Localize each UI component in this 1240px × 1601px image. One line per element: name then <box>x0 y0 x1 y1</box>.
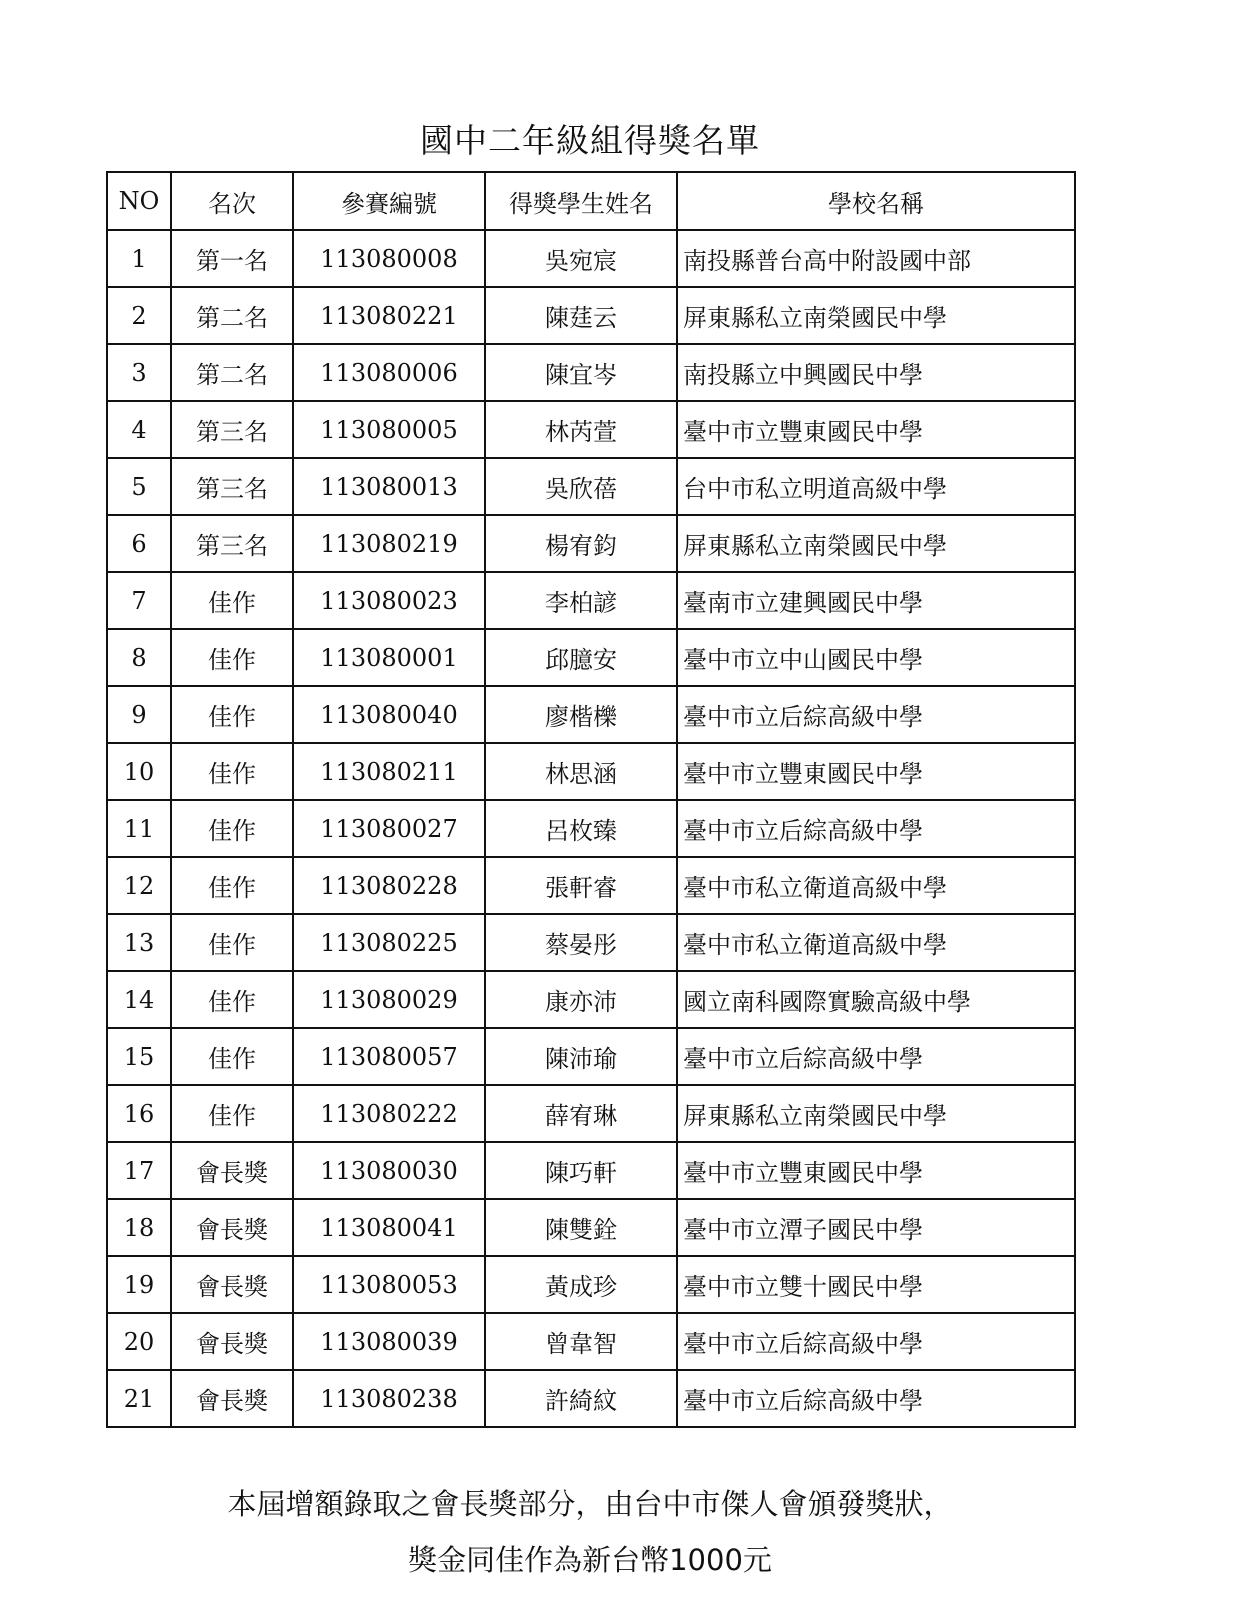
cell-rank: 佳作 <box>171 914 293 971</box>
cell-no: 21 <box>107 1370 171 1427</box>
cell-no: 6 <box>107 515 171 572</box>
cell-student-name: 蔡晏彤 <box>485 914 677 971</box>
cell-entry-number: 113080238 <box>293 1370 485 1427</box>
cell-rank: 佳作 <box>171 1085 293 1142</box>
cell-student-name: 林芮萱 <box>485 401 677 458</box>
cell-rank: 佳作 <box>171 971 293 1028</box>
table-row <box>107 1199 1075 1256</box>
table-row <box>107 572 1075 629</box>
cell-entry-number: 113080211 <box>293 743 485 800</box>
table-row <box>107 914 1075 971</box>
cell-student-name: 曾韋智 <box>485 1313 677 1370</box>
cell-school-name: 南投縣普台高中附設國中部 <box>677 230 1075 287</box>
cell-no: 16 <box>107 1085 171 1142</box>
cell-school-name: 國立南科國際實驗高級中學 <box>677 971 1075 1028</box>
cell-entry-number: 113080001 <box>293 629 485 686</box>
table-row <box>107 1313 1075 1370</box>
cell-no: 3 <box>107 344 171 401</box>
table-row <box>107 1028 1075 1085</box>
cell-student-name: 陳宜岑 <box>485 344 677 401</box>
table-body <box>107 230 1075 1427</box>
cell-school-name: 臺中市立后綜高級中學 <box>677 686 1075 743</box>
cell-no: 10 <box>107 743 171 800</box>
cell-entry-number: 113080221 <box>293 287 485 344</box>
cell-entry-number: 113080005 <box>293 401 485 458</box>
cell-school-name: 臺中市立后綜高級中學 <box>677 1028 1075 1085</box>
cell-school-name: 臺中市立潭子國民中學 <box>677 1199 1075 1256</box>
table-row <box>107 686 1075 743</box>
cell-school-name: 南投縣立中興國民中學 <box>677 344 1075 401</box>
cell-school-name: 臺中市立豐東國民中學 <box>677 743 1075 800</box>
cell-no: 20 <box>107 1313 171 1370</box>
cell-rank: 佳作 <box>171 686 293 743</box>
cell-entry-number: 113080039 <box>293 1313 485 1370</box>
cell-entry-number: 113080029 <box>293 971 485 1028</box>
cell-student-name: 楊宥鈞 <box>485 515 677 572</box>
cell-school-name: 臺中市立后綜高級中學 <box>677 1370 1075 1427</box>
cell-no: 18 <box>107 1199 171 1256</box>
header-rank: 名次 <box>171 172 293 230</box>
table-row <box>107 1142 1075 1199</box>
cell-no: 9 <box>107 686 171 743</box>
cell-no: 15 <box>107 1028 171 1085</box>
cell-entry-number: 113080228 <box>293 857 485 914</box>
cell-entry-number: 113080027 <box>293 800 485 857</box>
table-row <box>107 230 1075 287</box>
cell-no: 11 <box>107 800 171 857</box>
table-row <box>107 458 1075 515</box>
cell-student-name: 邱臆安 <box>485 629 677 686</box>
cell-rank: 第三名 <box>171 401 293 458</box>
cell-school-name: 台中市私立明道高級中學 <box>677 458 1075 515</box>
table-row <box>107 287 1075 344</box>
cell-school-name: 屏東縣私立南榮國民中學 <box>677 287 1075 344</box>
cell-student-name: 吳宛宸 <box>485 230 677 287</box>
cell-no: 5 <box>107 458 171 515</box>
cell-entry-number: 113080219 <box>293 515 485 572</box>
cell-student-name: 林思涵 <box>485 743 677 800</box>
cell-no: 7 <box>107 572 171 629</box>
cell-entry-number: 113080040 <box>293 686 485 743</box>
cell-student-name: 廖楷櫟 <box>485 686 677 743</box>
cell-student-name: 薛宥琳 <box>485 1085 677 1142</box>
cell-school-name: 屏東縣私立南榮國民中學 <box>677 1085 1075 1142</box>
cell-no: 8 <box>107 629 171 686</box>
cell-student-name: 陳巧軒 <box>485 1142 677 1199</box>
awards-table <box>106 171 1076 1428</box>
cell-no: 14 <box>107 971 171 1028</box>
cell-school-name: 屏東縣私立南榮國民中學 <box>677 515 1075 572</box>
cell-rank: 佳作 <box>171 572 293 629</box>
cell-school-name: 臺南市立建興國民中學 <box>677 572 1075 629</box>
cell-no: 4 <box>107 401 171 458</box>
cell-student-name: 陳雙銓 <box>485 1199 677 1256</box>
cell-school-name: 臺中市立中山國民中學 <box>677 629 1075 686</box>
footer-note-line-2: 獎金同佳作為新台幣1000元 <box>408 1543 772 1577</box>
cell-school-name: 臺中市立豐東國民中學 <box>677 401 1075 458</box>
cell-rank: 佳作 <box>171 1028 293 1085</box>
cell-no: 17 <box>107 1142 171 1199</box>
table-row <box>107 800 1075 857</box>
cell-rank: 第二名 <box>171 344 293 401</box>
cell-student-name: 康亦沛 <box>485 971 677 1028</box>
cell-student-name: 李柏諺 <box>485 572 677 629</box>
cell-no: 19 <box>107 1256 171 1313</box>
cell-entry-number: 113080041 <box>293 1199 485 1256</box>
cell-school-name: 臺中市立雙十國民中學 <box>677 1256 1075 1313</box>
cell-rank: 會長獎 <box>171 1142 293 1199</box>
cell-rank: 佳作 <box>171 857 293 914</box>
cell-entry-number: 113080225 <box>293 914 485 971</box>
cell-student-name: 呂枚臻 <box>485 800 677 857</box>
footer-note-line-1: 本屆增額錄取之會長獎部分，由台中市傑人會頒發獎狀， <box>227 1487 953 1521</box>
table-row <box>107 1256 1075 1313</box>
cell-entry-number: 113080008 <box>293 230 485 287</box>
cell-student-name: 張軒睿 <box>485 857 677 914</box>
table-row <box>107 1370 1075 1427</box>
table-row <box>107 1085 1075 1142</box>
cell-entry-number: 113080057 <box>293 1028 485 1085</box>
cell-rank: 佳作 <box>171 629 293 686</box>
page-title: 國中二年級組得獎名單 <box>420 121 760 160</box>
cell-rank: 第一名 <box>171 230 293 287</box>
cell-no: 2 <box>107 287 171 344</box>
header-no: NO <box>107 172 171 230</box>
cell-rank: 佳作 <box>171 743 293 800</box>
cell-student-name: 陳沛瑜 <box>485 1028 677 1085</box>
cell-school-name: 臺中市立后綜高級中學 <box>677 1313 1075 1370</box>
table-row <box>107 515 1075 572</box>
table-row <box>107 857 1075 914</box>
cell-student-name: 許綺紋 <box>485 1370 677 1427</box>
cell-rank: 第二名 <box>171 287 293 344</box>
cell-school-name: 臺中市私立衛道高級中學 <box>677 857 1075 914</box>
cell-entry-number: 113080006 <box>293 344 485 401</box>
cell-no: 1 <box>107 230 171 287</box>
cell-entry-number: 113080013 <box>293 458 485 515</box>
cell-school-name: 臺中市立后綜高級中學 <box>677 800 1075 857</box>
table-row <box>107 629 1075 686</box>
cell-rank: 第三名 <box>171 515 293 572</box>
cell-rank: 會長獎 <box>171 1313 293 1370</box>
cell-school-name: 臺中市私立衛道高級中學 <box>677 914 1075 971</box>
cell-no: 12 <box>107 857 171 914</box>
table-row <box>107 401 1075 458</box>
header-entry-number: 參賽編號 <box>293 172 485 230</box>
cell-no: 13 <box>107 914 171 971</box>
table-header <box>107 172 1075 230</box>
cell-student-name: 陳莛云 <box>485 287 677 344</box>
table-row <box>107 971 1075 1028</box>
cell-entry-number: 113080023 <box>293 572 485 629</box>
cell-rank: 會長獎 <box>171 1256 293 1313</box>
cell-student-name: 黃成珍 <box>485 1256 677 1313</box>
cell-rank: 會長獎 <box>171 1199 293 1256</box>
header-school-name: 學校名稱 <box>677 172 1075 230</box>
header-student-name: 得獎學生姓名 <box>485 172 677 230</box>
cell-student-name: 吳欣蓓 <box>485 458 677 515</box>
table-row <box>107 344 1075 401</box>
cell-entry-number: 113080053 <box>293 1256 485 1313</box>
cell-entry-number: 113080222 <box>293 1085 485 1142</box>
cell-rank: 會長獎 <box>171 1370 293 1427</box>
cell-rank: 第三名 <box>171 458 293 515</box>
table-row <box>107 743 1075 800</box>
cell-rank: 佳作 <box>171 800 293 857</box>
header-row <box>107 172 1075 230</box>
cell-entry-number: 113080030 <box>293 1142 485 1199</box>
cell-school-name: 臺中市立豐東國民中學 <box>677 1142 1075 1199</box>
